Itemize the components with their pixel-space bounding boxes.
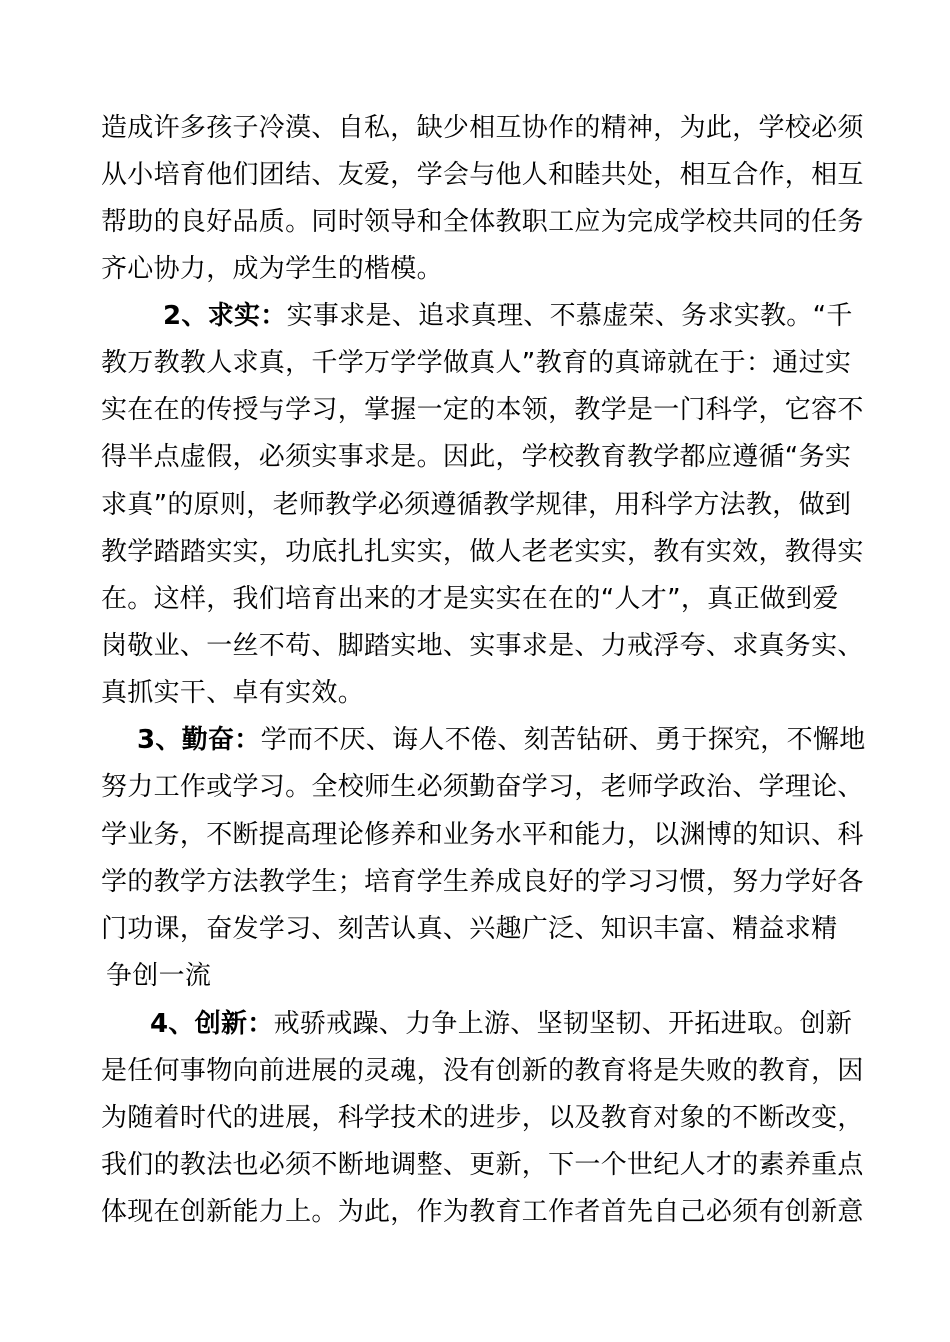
section-first-line-text: 戒骄戒躁、力争上游、坚韧坚韧、开拓进取。创新 bbox=[273, 1009, 853, 1039]
text-line: 实在在的传授与学习，掌握一定的本领，教学是一门科学，它容不 bbox=[101, 395, 864, 425]
text-line: 在。这样，我们培育出来的才是实实在在的“人才”，真正做到爱 bbox=[101, 584, 839, 614]
section-first-line bbox=[150, 1007, 852, 1041]
section-first-line-text: 学而不厌、诲人不倦、刻苦钻研、勇于探究，不懈地 bbox=[260, 725, 866, 755]
text-line: 学业务，不断提高理论修养和业务水平和能力，以渊博的知识、科 bbox=[101, 820, 864, 850]
text-line: 帮助的良好品质。同时领导和全体教职工应为完成学校共同的任务 bbox=[101, 207, 864, 237]
text-line: 学的教学方法教学生；培育学生养成良好的学习习惯，努力学好各 bbox=[101, 867, 864, 897]
text-line: 造成许多孩子冷漠、自私，缺少相互协作的精神，为此，学校必须 bbox=[101, 113, 864, 143]
text-line: 得半点虚假，必须实事求是。因此，学校教育教学都应遵循“务实 bbox=[101, 442, 852, 472]
text-line: 教万教教人求真，千学万学学做真人”教育的真谛就在于：通过实 bbox=[101, 348, 852, 378]
text-line: 门功课，奋发学习、刻苦认真、兴趣广泛、知识丰富、精益求精 bbox=[101, 914, 838, 944]
text-line: 努力工作或学习。全校师生必须勤奋学习，老师学政治、学理论、 bbox=[101, 772, 864, 802]
text-line: 教学踏踏实实，功底扎扎实实，做人老老实实，教有实效，教得实 bbox=[101, 537, 864, 567]
text-line: 为随着时代的进展，科学技术的进步，以及教育对象的不断改变， bbox=[101, 1103, 864, 1133]
text-line: 我们的教法也必须不断地调整、更新，下一个世纪人才的素养重点 bbox=[101, 1150, 864, 1180]
section-first-line-text: 实事求是、追求真理、不慕虚荣、务求实教。“千 bbox=[286, 301, 853, 331]
text-line: 岗敬业、一丝不苟、脚踏实地、实事求是、力戒浮夸、求真务实、 bbox=[101, 631, 864, 661]
text-line: 从小培育他们团结、友爱，学会与他人和睦共处，相互合作，相互 bbox=[101, 160, 864, 190]
text-line: 真抓实干、卓有实效。 bbox=[101, 678, 365, 708]
section-heading: 2、求实： bbox=[163, 301, 287, 331]
section-heading: 3、勤奋： bbox=[137, 725, 261, 755]
text-line: 争创一流 bbox=[106, 961, 212, 991]
section-first-line bbox=[163, 299, 853, 333]
section-first-line bbox=[137, 723, 866, 757]
section-heading: 4、创新： bbox=[150, 1009, 274, 1039]
text-line: 体现在创新能力上。为此，作为教育工作者首先自己必须有创新意 bbox=[101, 1197, 864, 1227]
text-line: 齐心协力，成为学生的楷模。 bbox=[101, 254, 443, 284]
text-line: 求真”的原则，老师教学必须遵循教学规律，用科学方法教，做到 bbox=[101, 490, 852, 520]
text-line: 是任何事物向前进展的灵魂，没有创新的教育将是失败的教育，因 bbox=[101, 1056, 864, 1086]
